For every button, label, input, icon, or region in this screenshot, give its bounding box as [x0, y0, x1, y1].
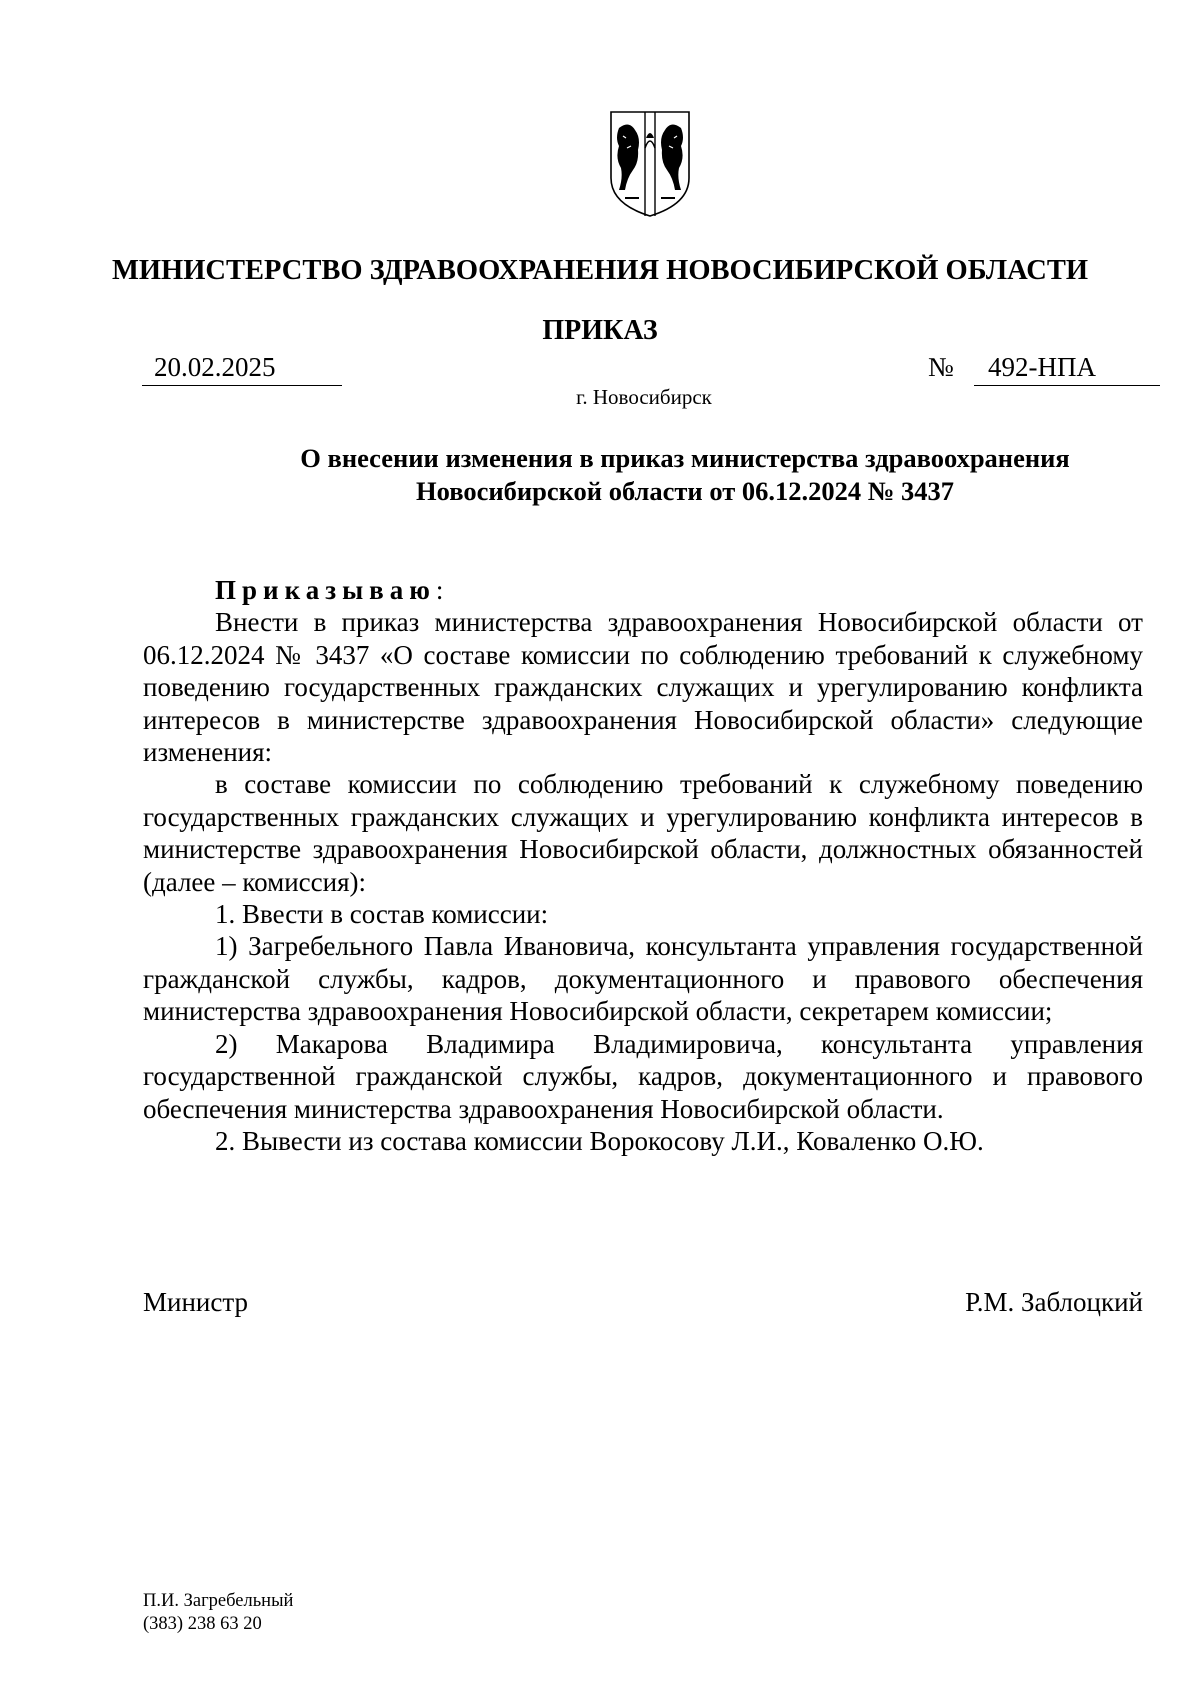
executor-info — [143, 1590, 293, 1636]
order-number: 492-НПА — [988, 352, 1096, 382]
paragraph: 2. Вывести из состава комиссии Ворокосову Л.И., Коваленко О.Ю. — [215, 1125, 984, 1156]
paragraph: 1. Ввести в состав комиссии: — [215, 899, 549, 930]
subject-line-2: Новосибирской области от 06.12.2024 № 3437 — [416, 476, 954, 506]
subject-line-1: О внесении изменения в приказ министерства здравоохранения — [300, 443, 1070, 473]
order-body — [143, 574, 1143, 1157]
coat-of-arms-emblem — [605, 108, 695, 220]
executor-name: П.И. Загребельный — [143, 1591, 294, 1611]
order-colon: : — [435, 575, 444, 605]
number-sign: № — [928, 352, 954, 382]
signatory-title: Министр — [143, 1287, 248, 1317]
order-date: 20.02.2025 — [154, 352, 276, 382]
order-date-field — [142, 352, 342, 386]
document-type: ПРИКАЗ — [542, 315, 658, 346]
order-subject — [240, 442, 1130, 508]
executor-phone: (383) 238 63 20 — [143, 1614, 262, 1634]
signatory-name: Р.М. Заблоцкий — [965, 1287, 1143, 1317]
order-directive — [143, 574, 1143, 606]
order-number-field — [974, 352, 1160, 386]
paragraph: 1) Загребельного Павла Ивановича, консультанта управления государственной гражданской службы, кадров, документационного и правового обеспечения министерства здравоохранения Новосибирской области, секретарем комиссии; — [143, 931, 1143, 1027]
paragraph: 2) Макарова Владимира Владимировича, консультанта управления государственной гражданской службы, кадров, документационного и правового обеспечения министерства здравоохранения Новосибирской области. — [143, 1028, 1143, 1124]
ministry-name: МИНИСТЕРСТВО ЗДРАВООХРАНЕНИЯ НОВОСИБИРСКОЙ ОБЛАСТИ — [111, 255, 1088, 286]
order-word: Приказываю — [215, 575, 436, 605]
paragraph: в составе комиссии по соблюдению требований к служебному поведению государственных гражданских служащих и урегулированию конфликта интересов в министерстве здравоохранения Новосибирской области, должностных обязанностей (далее – комиссия): — [143, 769, 1143, 897]
paragraph: Внести в приказ министерства здравоохранения Новосибирской области от 06.12.2024 № 3437 «О составе комиссии по соблюдению требований к служебному поведению государственных гражданских служащих и урегулированию конфликта интересов в министерстве здравоохранения Новосибирской области» следующие изменения: — [143, 607, 1143, 768]
city: г. Новосибирск — [576, 385, 712, 409]
